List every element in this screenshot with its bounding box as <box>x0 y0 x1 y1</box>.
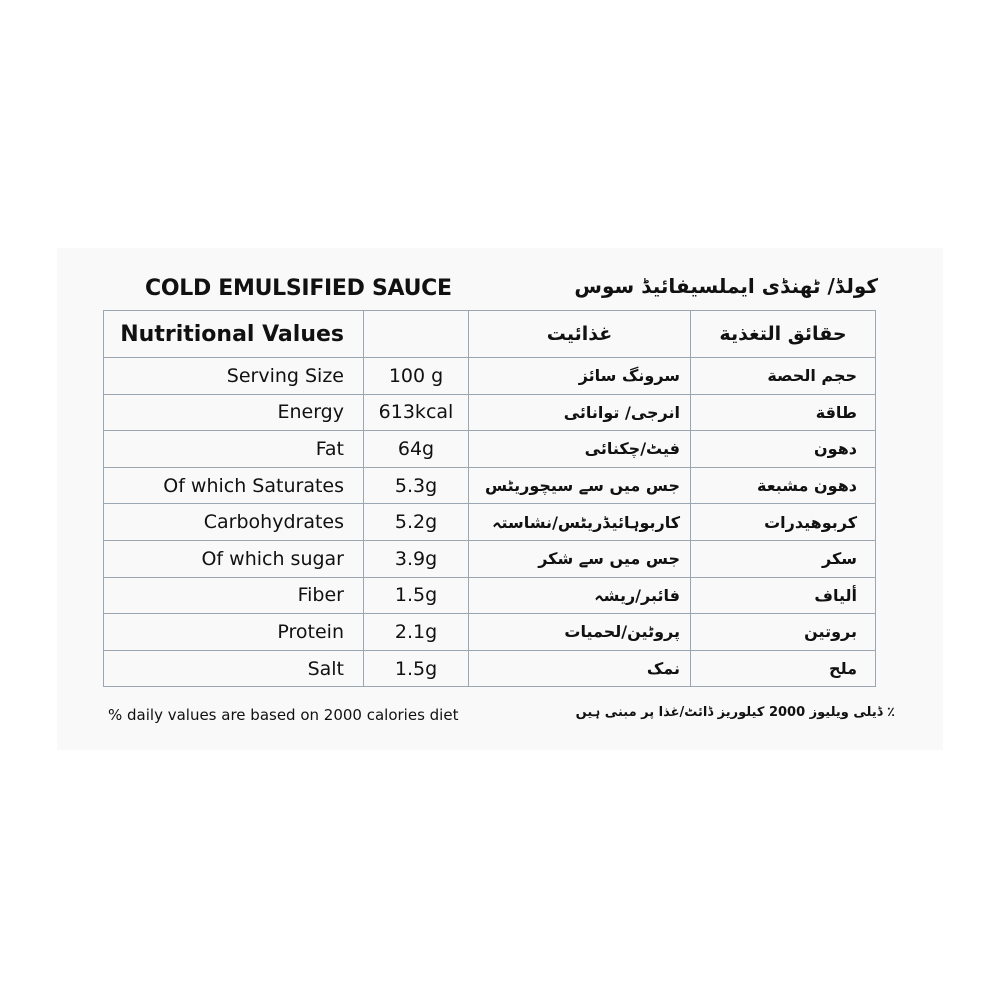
nutrient-name-urdu: جس میں سے سیچوریٹس <box>469 467 691 504</box>
nutrient-value: 3.9g <box>364 540 469 577</box>
nutrient-name-arabic: طاقة <box>691 394 876 431</box>
nutrient-value: 613kcal <box>364 394 469 431</box>
nutrient-value: 1.5g <box>364 577 469 614</box>
nutrient-value: 5.2g <box>364 504 469 541</box>
nutrient-name-arabic: ألياف <box>691 577 876 614</box>
nutrient-name-urdu: جس میں سے شکر <box>469 540 691 577</box>
table-row <box>104 614 876 651</box>
table-row <box>104 540 876 577</box>
nutrient-value: 1.5g <box>364 650 469 687</box>
nutrient-name-arabic: ملح <box>691 650 876 687</box>
nutrient-name-arabic: كربوهيدرات <box>691 504 876 541</box>
table-header-row <box>104 311 876 358</box>
nutrient-name-english: Carbohydrates <box>104 504 364 541</box>
footnote-english: % daily values are based on 2000 calories diet <box>108 706 459 724</box>
nutrient-name-urdu: نمک <box>469 650 691 687</box>
nutrient-name-urdu: سرونگ سائز <box>469 358 691 395</box>
header-value <box>364 311 469 358</box>
nutrition-table-body <box>104 311 876 687</box>
product-title-english: COLD EMULSIFIED SAUCE <box>145 276 452 301</box>
footnote-urdu: ٪ ڈیلی ویلیوز 2000 کیلوریز ڈائٹ/غذا پر مبنی ہیں <box>575 705 895 720</box>
nutrient-value: 2.1g <box>364 614 469 651</box>
header-urdu: غذائیت <box>469 311 691 358</box>
nutrient-name-english: Fat <box>104 431 364 468</box>
nutrient-value: 5.3g <box>364 467 469 504</box>
nutrient-name-arabic: سكر <box>691 540 876 577</box>
nutrient-name-arabic: حجم الحصة <box>691 358 876 395</box>
nutrient-name-english: Serving Size <box>104 358 364 395</box>
nutrient-name-english: Of which Saturates <box>104 467 364 504</box>
nutrient-name-urdu: پروٹین/لحمیات <box>469 614 691 651</box>
table-row <box>104 358 876 395</box>
table-row <box>104 577 876 614</box>
nutrient-name-urdu: فائبر/ریشہ <box>469 577 691 614</box>
nutrient-name-urdu: کاربوہائیڈریٹس/نشاستہ <box>469 504 691 541</box>
header-nutritional-values: Nutritional Values <box>104 311 364 358</box>
nutrient-value: 64g <box>364 431 469 468</box>
table-row <box>104 394 876 431</box>
nutrient-name-english: Salt <box>104 650 364 687</box>
nutrient-name-arabic: دهون <box>691 431 876 468</box>
product-title-urdu: کولڈ/ ٹھنڈی ایملسیفائیڈ سوس <box>574 274 878 298</box>
nutrient-name-english: Protein <box>104 614 364 651</box>
nutrient-name-english: Of which sugar <box>104 540 364 577</box>
nutrient-name-english: Fiber <box>104 577 364 614</box>
nutrient-name-urdu: انرجی/ توانائی <box>469 394 691 431</box>
table-row <box>104 431 876 468</box>
table-row <box>104 504 876 541</box>
nutrient-name-arabic: بروتين <box>691 614 876 651</box>
table-row <box>104 650 876 687</box>
nutrient-name-urdu: فیٹ/چکنائی <box>469 431 691 468</box>
nutrition-table <box>103 310 876 687</box>
nutrient-value: 100 g <box>364 358 469 395</box>
nutrient-name-arabic: دهون مشبعة <box>691 467 876 504</box>
table-row <box>104 467 876 504</box>
nutrient-name-english: Energy <box>104 394 364 431</box>
header-arabic: حقائق التغذية <box>691 311 876 358</box>
